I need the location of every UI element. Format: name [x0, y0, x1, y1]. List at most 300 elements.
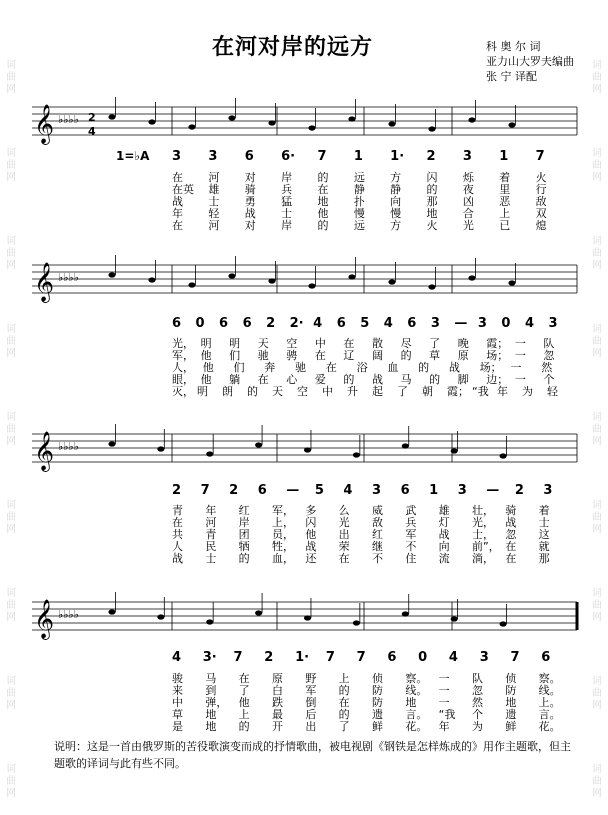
lyric-syllable: 忽 — [472, 684, 483, 697]
staff-system-2 — [32, 262, 577, 302]
jianpu-note: 4 — [448, 650, 458, 665]
lyric-syllable: 兵 — [281, 183, 293, 196]
note-head — [188, 124, 195, 129]
lyric-syllable: 敌 — [372, 516, 383, 529]
lyric-syllable: 兵 — [405, 516, 417, 529]
jianpu-note: — — [486, 483, 500, 498]
jianpu-row-2 — [32, 316, 577, 336]
lyric-syllable: 的 — [429, 373, 441, 386]
jianpu-note: 0 — [195, 316, 205, 331]
lyric-syllable: 共 — [172, 528, 183, 541]
lyric-syllable: 流 — [438, 552, 450, 565]
lyric-syllable: 河 — [208, 219, 220, 232]
lyric-syllable: 轻 — [208, 207, 220, 220]
lyric-syllable: 地 — [205, 708, 217, 721]
lyric-syllable: 弹， — [205, 696, 228, 709]
lyric-syllable: 在 — [172, 516, 183, 529]
lyric-syllable: 战 — [305, 540, 317, 553]
jianpu-note: 4 — [172, 650, 182, 665]
jianpu-note: 6 — [541, 650, 551, 665]
lyric-syllable: 着 — [538, 504, 550, 517]
lyric-syllable: 白 — [272, 684, 283, 697]
jianpu-row-3 — [32, 483, 577, 503]
lyric-syllable: 是 — [172, 720, 183, 733]
song-title: 在河对岸的远方 — [212, 35, 374, 60]
lyric-syllable: 遗 — [505, 708, 517, 721]
jianpu-note: 6 — [407, 316, 417, 331]
lyric-syllable: 在 — [317, 183, 329, 196]
note-head — [255, 442, 262, 447]
lyric-syllable: 民 — [205, 540, 217, 553]
lyrics-block-4 — [32, 673, 577, 733]
note-head — [228, 115, 235, 120]
note-head — [348, 274, 355, 279]
jianpu-note: 3 — [462, 149, 472, 164]
lyric-syllable: 战 — [244, 207, 256, 220]
lyric-syllable: 朗 — [222, 385, 233, 398]
lyric-syllable: 静 — [353, 183, 365, 196]
lyric-syllable: 在英 — [172, 183, 194, 196]
lyric-syllable: 空 — [297, 385, 308, 398]
lyric-syllable: 这 — [538, 528, 550, 541]
lyric-syllable: 在 — [172, 171, 183, 184]
lyric-syllable: 侦 — [505, 672, 517, 685]
lyric-syllable: 他 — [200, 373, 212, 386]
lyric-syllable: 一 — [438, 696, 450, 709]
lyric-syllable: 开 — [272, 720, 283, 733]
note-head — [157, 614, 164, 619]
lyric-syllable: 骑 — [244, 183, 256, 196]
watermark-text: 词 曲 网 — [592, 236, 602, 271]
note-head — [500, 453, 507, 458]
key-signature: 1=♭A — [116, 149, 150, 163]
lyric-syllable: 晚 — [457, 337, 469, 350]
lyric-syllable: 光， — [472, 516, 494, 529]
treble-clef-icon: 𝄞 — [34, 599, 55, 639]
jianpu-note: 3 — [430, 316, 440, 331]
jianpu-note: 6 — [244, 149, 254, 164]
jianpu-note: 1· — [295, 650, 310, 665]
time-signature: 4 — [88, 125, 96, 138]
lyric-syllable: 鲜 — [372, 720, 383, 733]
lyric-syllable: 里 — [499, 183, 511, 196]
lyric-syllable: 后 — [305, 708, 317, 721]
lyric-syllable: 上 — [338, 672, 350, 685]
credit-lyricist: 科 奥 尔 词 — [486, 40, 541, 53]
lyric-syllable: 那 — [538, 552, 550, 565]
jianpu-note: 3 — [477, 316, 487, 331]
lyric-syllable: 在 — [238, 672, 250, 685]
jianpu-row-4 — [32, 650, 577, 670]
lyric-syllable: 在 — [325, 361, 337, 374]
note-head — [388, 279, 395, 284]
lyric-line — [32, 196, 577, 208]
lyric-syllable: 荣 — [338, 540, 350, 553]
jianpu-note: 6 — [172, 316, 182, 331]
staff-system-3 — [32, 431, 577, 471]
jianpu-note: 2 — [229, 483, 239, 498]
lyric-syllable: 恶 — [499, 195, 511, 208]
lyric-syllable: 他 — [200, 349, 212, 362]
lyric-syllable: 心 — [286, 373, 298, 386]
note-head — [228, 273, 235, 278]
lyric-line — [32, 172, 577, 184]
credit-arranger: 亚力山大罗夫编曲 — [486, 55, 574, 68]
jianpu-note: 3 — [172, 149, 182, 164]
jianpu-note: 1 — [499, 149, 509, 164]
lyric-syllable: 马 — [400, 373, 412, 386]
jianpu-note: 2 — [426, 149, 436, 164]
note-head — [402, 443, 409, 448]
lyric-syllable: 合 — [462, 207, 474, 220]
lyric-syllable: 中 — [172, 696, 183, 709]
lyric-syllable: 上。 — [538, 696, 561, 709]
lyric-syllable: 灭， — [172, 385, 194, 398]
lyric-line — [32, 386, 577, 398]
lyric-syllable: 的 — [426, 183, 438, 196]
lyric-syllable: 原 — [272, 672, 283, 685]
lyric-syllable: 奔 — [264, 361, 276, 374]
lyric-syllable: 出 — [338, 528, 350, 541]
lyric-syllable: 天 — [272, 385, 283, 398]
note-head — [468, 275, 475, 280]
jianpu-note: 2· — [289, 316, 304, 331]
watermark-text: 词 曲 网 — [592, 676, 602, 711]
lyric-syllable: 士 — [281, 207, 293, 220]
lyric-syllable: 岸 — [281, 219, 293, 232]
lyric-syllable: 行 — [535, 183, 547, 196]
jianpu-note: 3 — [543, 483, 553, 498]
lyric-syllable: 战 — [372, 373, 383, 386]
lyric-syllable: 熄 — [535, 219, 547, 232]
note-head — [308, 283, 315, 288]
lyric-syllable: 跌 — [272, 696, 283, 709]
lyric-syllable: 人， — [172, 361, 194, 374]
lyric-syllable: 士 — [208, 195, 220, 208]
lyric-line — [32, 721, 577, 733]
lyric-syllable: 牲， — [272, 540, 294, 553]
watermark-text: 词 曲 网 — [6, 764, 16, 799]
note-head — [508, 122, 515, 127]
jianpu-note: 0 — [418, 650, 428, 665]
lyric-syllable: 年 — [438, 720, 450, 733]
lyric-syllable: 淌， — [472, 552, 494, 565]
credit-translator: 张 宁 译配 — [486, 70, 537, 83]
lyric-syllable: 战 — [172, 552, 183, 565]
jianpu-note: 3· — [202, 650, 217, 665]
lyric-syllable: 着 — [499, 171, 511, 184]
note-head — [304, 615, 311, 620]
lyric-syllable: 最 — [272, 708, 283, 721]
lyric-syllable: 一 — [438, 672, 450, 685]
lyric-syllable: 忽 — [505, 528, 517, 541]
lyric-syllable: 霞； — [447, 385, 469, 398]
note-head — [353, 620, 360, 625]
lyric-syllable: 多 — [305, 504, 317, 517]
jianpu-note: 4 — [383, 316, 393, 331]
lyric-syllable: 河 — [205, 516, 217, 529]
watermark-text: 词 曲 网 — [6, 412, 16, 447]
lyric-line — [32, 184, 577, 196]
lyric-syllable: 不 — [405, 540, 417, 553]
lyric-syllable: 住 — [405, 552, 417, 565]
lyric-syllable: 了 — [429, 337, 441, 350]
lyrics-block-2 — [32, 338, 577, 398]
note-head — [428, 126, 435, 131]
lyric-syllable: 年 — [172, 207, 183, 220]
jianpu-note: — — [286, 483, 300, 498]
lyric-syllable: 眼， — [172, 373, 194, 386]
jianpu-note: 1· — [390, 149, 405, 164]
lyric-syllable: 他 — [305, 528, 317, 541]
lyric-syllable: 地 — [426, 207, 438, 220]
jianpu-note: 4 — [313, 316, 323, 331]
explanation-note: 说明：这是一首由俄罗斯的苦役歌演变而成的抒情歌曲，被电视剧《钢铁是怎样炼成的》用作主题歌，但主题歌的译词与此有些不同。 — [54, 740, 571, 770]
lyric-syllable: 他 — [202, 361, 214, 374]
lyric-syllable: 慢 — [390, 207, 402, 220]
lyric-syllable: 朝 — [422, 385, 433, 398]
flats-icon: ♭♭♭♭ — [58, 113, 79, 126]
lyric-syllable: 起 — [372, 385, 383, 398]
lyric-syllable: 的 — [317, 219, 329, 232]
lyric-syllable: 爱 — [314, 373, 326, 386]
lyric-syllable: 忽 — [543, 349, 555, 362]
lyric-syllable: 然 — [541, 361, 553, 374]
lyric-syllable: 躺 — [229, 373, 241, 386]
jianpu-note: 3 — [479, 650, 489, 665]
lyric-syllable: 浴 — [356, 361, 368, 374]
lyrics-block-1 — [32, 172, 577, 232]
jianpu-note: 5 — [314, 483, 324, 498]
lyric-syllable: 血， — [272, 552, 294, 565]
lyric-syllable: 的 — [400, 349, 412, 362]
lyric-syllable: 言。 — [405, 708, 428, 721]
jianpu-note: 1 — [429, 483, 439, 498]
lyric-syllable: 然 — [472, 696, 483, 709]
lyric-line — [32, 220, 577, 232]
jianpu-note: 2 — [266, 316, 276, 331]
lyric-syllable: 军， — [172, 349, 194, 362]
lyric-syllable: 为 — [522, 385, 533, 398]
note-head — [353, 452, 360, 457]
jianpu-note: 3 — [457, 483, 467, 498]
lyric-syllable: 鲜 — [505, 720, 517, 733]
watermark-text: 词 曲 网 — [592, 60, 602, 95]
time-signature: 2 — [88, 111, 96, 124]
lyric-syllable: 一 — [438, 684, 450, 697]
watermark-text: 词 曲 网 — [592, 500, 602, 535]
lyric-syllable: 的 — [247, 385, 258, 398]
watermark-text: 词 曲 网 — [592, 764, 602, 799]
lyric-syllable: 威 — [372, 504, 383, 517]
lyric-syllable: 个 — [472, 708, 483, 721]
lyric-syllable: 倒 — [305, 696, 317, 709]
lyric-syllable: 闪 — [305, 516, 317, 529]
lyric-syllable: 夜 — [462, 183, 474, 196]
lyric-syllable: 驰 — [257, 349, 269, 362]
lyric-syllable: 来 — [172, 684, 183, 697]
lyric-syllable: 扑 — [353, 195, 365, 208]
jianpu-note: 2 — [172, 483, 182, 498]
jianpu-note: 7 — [356, 650, 366, 665]
lyric-syllable: 火 — [535, 171, 547, 184]
note-head — [157, 446, 164, 451]
lyric-syllable: 们 — [233, 361, 245, 374]
lyric-syllable: 明 — [200, 337, 212, 350]
lyric-syllable: 人 — [172, 540, 183, 553]
jianpu-note: 7 — [325, 650, 335, 665]
treble-clef-icon: 𝄞 — [34, 104, 55, 144]
lyric-syllable: 武 — [405, 504, 417, 517]
watermark-text: 词 曲 网 — [6, 60, 16, 95]
jianpu-note: — — [454, 316, 468, 331]
note-head — [388, 121, 395, 126]
staff-system-4 — [32, 599, 577, 639]
lyric-syllable: 防 — [372, 684, 383, 697]
jianpu-note: 7 — [535, 149, 545, 164]
watermark-text: 词 曲 网 — [592, 412, 602, 447]
lyric-syllable: 一 — [510, 361, 522, 374]
note-head — [308, 125, 315, 130]
lyric-syllable: 队 — [472, 672, 483, 685]
jianpu-note: 7 — [233, 650, 243, 665]
lyric-syllable: 天 — [257, 337, 269, 350]
jianpu-note: 7 — [200, 483, 210, 498]
lyric-syllable: 明 — [197, 385, 208, 398]
lyric-syllable: 明 — [229, 337, 241, 350]
lyric-syllable: 了 — [397, 385, 408, 398]
lyric-syllable: 升 — [347, 385, 358, 398]
lyric-syllable: 在 — [338, 696, 350, 709]
lyric-syllable: 前”， — [472, 540, 500, 553]
flats-icon: ♭♭♭♭ — [58, 271, 79, 284]
note-head — [108, 441, 115, 446]
lyric-syllable: 一 — [514, 373, 526, 386]
note-head — [348, 116, 355, 121]
lyric-syllable: 中 — [322, 385, 333, 398]
lyric-syllable: 遗 — [372, 708, 383, 721]
lyric-syllable: 他 — [238, 696, 250, 709]
lyric-syllable: 草 — [429, 349, 441, 362]
lyric-syllable: 散 — [372, 337, 383, 350]
lyric-syllable: 原 — [457, 349, 469, 362]
lyric-syllable: 那 — [426, 195, 438, 208]
lyric-syllable: 对 — [244, 219, 256, 232]
lyric-syllable: 年 — [497, 385, 508, 398]
lyric-syllable: 线。 — [405, 684, 428, 697]
treble-clef-icon: 𝄞 — [34, 262, 55, 302]
lyric-syllable: 线。 — [538, 684, 561, 697]
lyric-syllable: 战 — [448, 361, 460, 374]
note-head — [188, 282, 195, 287]
lyric-syllable: 边； — [486, 373, 509, 386]
note-head — [206, 619, 213, 624]
lyric-syllable: 敌 — [535, 195, 547, 208]
lyric-syllable: 还 — [305, 552, 317, 565]
jianpu-note: 2 — [514, 483, 524, 498]
lyric-syllable: 在 — [314, 349, 326, 362]
lyric-line — [32, 553, 577, 565]
watermark-text: 词 曲 网 — [6, 676, 16, 711]
lyric-syllable: 们 — [229, 349, 241, 362]
note-head — [468, 117, 475, 122]
jianpu-note: 2 — [264, 650, 274, 665]
jianpu-note: 3 — [208, 149, 218, 164]
note-head — [402, 611, 409, 616]
watermark-text: 词 曲 网 — [6, 500, 16, 535]
note-head — [108, 272, 115, 277]
lyric-syllable: 血 — [387, 361, 399, 374]
lyric-syllable: 空 — [286, 337, 298, 350]
jianpu-note: 3 — [372, 483, 382, 498]
lyric-syllable: 地 — [505, 696, 517, 709]
lyric-syllable: 牺 — [238, 540, 250, 553]
lyric-syllable: 雄 — [208, 183, 220, 196]
note-head — [451, 616, 458, 621]
treble-clef-icon: 𝄞 — [34, 431, 55, 471]
jianpu-row-1 — [32, 149, 577, 169]
lyric-syllable: 出 — [305, 720, 317, 733]
lyric-syllable: 个 — [543, 373, 555, 386]
lyric-syllable: 队 — [543, 337, 555, 350]
lyric-syllable: 光 — [462, 219, 474, 232]
lyric-syllable: 员， — [272, 528, 294, 541]
jianpu-note: 6 — [219, 316, 229, 331]
lyric-syllable: 军 — [305, 684, 317, 697]
lyric-syllable: 到 — [205, 684, 217, 697]
lyric-syllable: 士， — [472, 528, 494, 541]
lyric-syllable: 凶 — [462, 195, 474, 208]
lyric-syllable: 了 — [238, 684, 250, 697]
watermark-text: 词 曲 网 — [6, 588, 16, 623]
lyric-syllable: 地 — [405, 696, 417, 709]
lyric-syllable: 辽 — [343, 349, 355, 362]
lyric-syllable: 上 — [499, 207, 511, 220]
lyric-syllable: 在 — [338, 552, 350, 565]
note-head — [428, 284, 435, 289]
watermark-text: 词 曲 网 — [592, 148, 602, 183]
lyric-syllable: 防 — [505, 684, 517, 697]
lyric-syllable: 野 — [305, 672, 317, 685]
lyric-syllable: 慢 — [353, 207, 365, 220]
lyric-syllable: 脚 — [457, 373, 469, 386]
note-head — [500, 621, 507, 626]
lyric-syllable: 骑 — [505, 504, 517, 517]
lyric-syllable: 场； — [486, 349, 509, 362]
lyric-syllable: 地 — [205, 720, 217, 733]
lyric-syllable: 雄 — [438, 504, 450, 517]
jianpu-note: 6 — [242, 316, 252, 331]
lyric-syllable: 岸 — [281, 171, 293, 184]
note-head — [108, 114, 115, 119]
lyric-syllable: 上 — [238, 708, 250, 721]
note-head — [255, 610, 262, 615]
lyric-syllable: 闪 — [426, 171, 438, 184]
lyric-syllable: 马 — [205, 672, 217, 685]
lyric-line — [32, 208, 577, 220]
lyric-syllable: 的 — [338, 708, 350, 721]
lyric-syllable: 在 — [257, 373, 269, 386]
note-head — [206, 451, 213, 456]
lyric-syllable: 方 — [390, 171, 402, 184]
lyric-syllable: 战 — [438, 528, 450, 541]
jianpu-note: 4 — [343, 483, 353, 498]
lyric-syllable: 已 — [499, 219, 511, 232]
lyric-syllable: 阔 — [372, 349, 383, 362]
lyric-syllable: 骏 — [172, 672, 183, 685]
watermark-text: 词 曲 网 — [6, 324, 16, 359]
lyric-syllable: 河 — [208, 171, 220, 184]
